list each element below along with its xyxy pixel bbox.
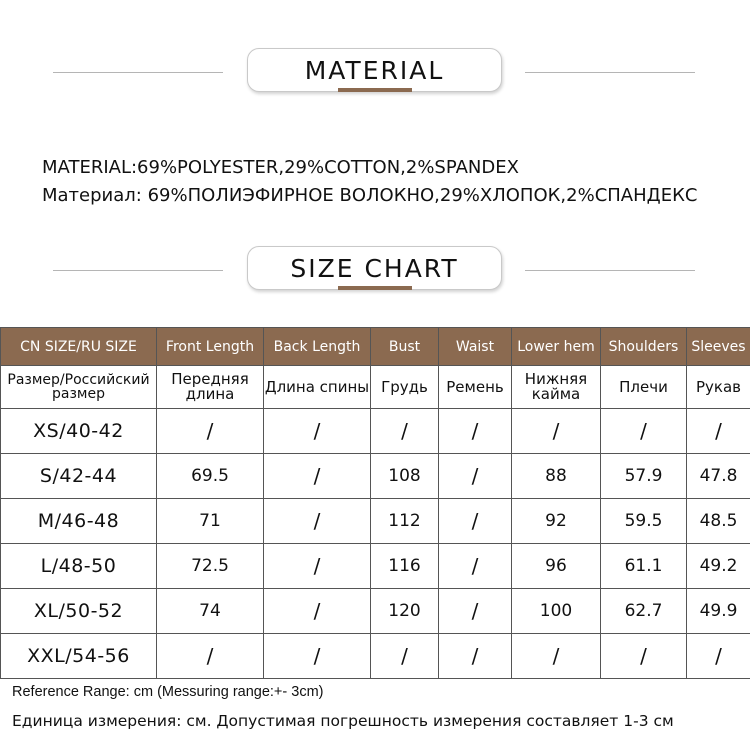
table-row: [1, 454, 750, 499]
table-row: [1, 409, 750, 454]
material-composition-en: [42, 157, 519, 178]
size-cell: L/48-50: [1, 544, 157, 589]
reference-range-note: Reference Range: cm (Messuring range:+- 3cm): [12, 684, 324, 700]
material-heading: MATERIAL: [247, 48, 502, 92]
measurement-cell: 100: [512, 589, 601, 634]
table-row: [1, 634, 750, 679]
measurement-cell: /: [264, 634, 371, 679]
measurement-cell: /: [601, 634, 687, 679]
column-header-ru: Длина спины: [264, 366, 371, 409]
heading-accent-bar: [338, 286, 412, 290]
measurement-cell: 88: [512, 454, 601, 499]
measurement-cell: /: [157, 409, 264, 454]
column-header: Shoulders: [601, 328, 687, 366]
measurement-cell: 49.2: [687, 544, 750, 589]
column-header-ru: Размер/Российский размер: [1, 366, 157, 409]
measurement-cell: /: [157, 634, 264, 679]
measurement-cell: /: [687, 634, 750, 679]
size-cell: XL/50-52: [1, 589, 157, 634]
size-chart-table: [0, 327, 750, 679]
size-cell: XS/40-42: [1, 409, 157, 454]
size-cell: M/46-48: [1, 499, 157, 544]
table-row: [1, 499, 750, 544]
measurement-cell: /: [512, 409, 601, 454]
measurement-cell: /: [439, 454, 512, 499]
measurement-cell: 47.8: [687, 454, 750, 499]
measurement-cell: /: [512, 634, 601, 679]
heading-accent-bar: [338, 88, 412, 92]
measurement-cell: 62.7: [601, 589, 687, 634]
column-header-ru: Плечи: [601, 366, 687, 409]
measurement-cell: /: [371, 634, 439, 679]
material-composition-ru: [42, 185, 697, 206]
measurement-cell: 48.5: [687, 499, 750, 544]
measurement-cell: 71: [157, 499, 264, 544]
measurement-cell: /: [439, 589, 512, 634]
measurement-cell: 59.5: [601, 499, 687, 544]
column-header-ru: Рукав: [687, 366, 750, 409]
divider-line: [525, 270, 695, 271]
measurement-cell: 61.1: [601, 544, 687, 589]
measurement-cell: 49.9: [687, 589, 750, 634]
measurement-cell: /: [439, 634, 512, 679]
divider-line: [525, 72, 695, 73]
material-value-ru: 69%ПОЛИЭФИРНОЕ ВОЛОКНО,29%ХЛОПОК,2%СПАНДЕКС: [147, 185, 698, 206]
divider-line: [53, 72, 223, 73]
divider-line: [53, 270, 223, 271]
measurement-cell: 92: [512, 499, 601, 544]
column-header-ru: Нижняя кайма: [512, 366, 601, 409]
size-chart-section-header: [0, 246, 750, 296]
header-row-ru: [1, 366, 750, 409]
column-header-ru: Передняя длина: [157, 366, 264, 409]
measurement-cell: 112: [371, 499, 439, 544]
column-header: Sleeves: [687, 328, 750, 366]
column-header: Back Length: [264, 328, 371, 366]
measurement-cell: /: [439, 544, 512, 589]
column-header-ru: Грудь: [371, 366, 439, 409]
column-header: Lower hem: [512, 328, 601, 366]
material-label-en: MATERIAL:: [42, 157, 138, 178]
measurement-cell: 108: [371, 454, 439, 499]
column-header: Bust: [371, 328, 439, 366]
size-cell: XXL/54-56: [1, 634, 157, 679]
size-rows: [1, 409, 750, 679]
material-section-header: [0, 48, 750, 98]
header-row-en: [1, 328, 750, 366]
measurement-cell: 74: [157, 589, 264, 634]
reference-range-note-ru: Единица измерения: см. Допустимая погрешность измерения составляет 1-3 см: [12, 712, 674, 730]
measurement-cell: 57.9: [601, 454, 687, 499]
measurement-cell: 120: [371, 589, 439, 634]
measurement-cell: /: [264, 589, 371, 634]
measurement-cell: /: [439, 499, 512, 544]
table-row: [1, 544, 750, 589]
measurement-cell: 116: [371, 544, 439, 589]
measurement-cell: /: [264, 454, 371, 499]
measurement-cell: /: [264, 544, 371, 589]
measurement-cell: 96: [512, 544, 601, 589]
size-cell: S/42-44: [1, 454, 157, 499]
column-header-ru: Ремень: [439, 366, 512, 409]
material-label-ru: Материал:: [42, 185, 142, 206]
table-row: [1, 589, 750, 634]
measurement-cell: /: [601, 409, 687, 454]
measurement-cell: /: [264, 409, 371, 454]
measurement-cell: /: [687, 409, 750, 454]
measurement-cell: /: [439, 409, 512, 454]
measurement-cell: 69.5: [157, 454, 264, 499]
measurement-cell: /: [371, 409, 439, 454]
measurement-cell: 72.5: [157, 544, 264, 589]
column-header: Front Length: [157, 328, 264, 366]
measurement-cell: /: [264, 499, 371, 544]
column-header: CN SIZE/RU SIZE: [1, 328, 157, 366]
material-value-en: 69%POLYESTER,29%COTTON,2%SPANDEX: [137, 157, 519, 178]
column-header: Waist: [439, 328, 512, 366]
size-chart-heading: SIZE CHART: [247, 246, 502, 290]
